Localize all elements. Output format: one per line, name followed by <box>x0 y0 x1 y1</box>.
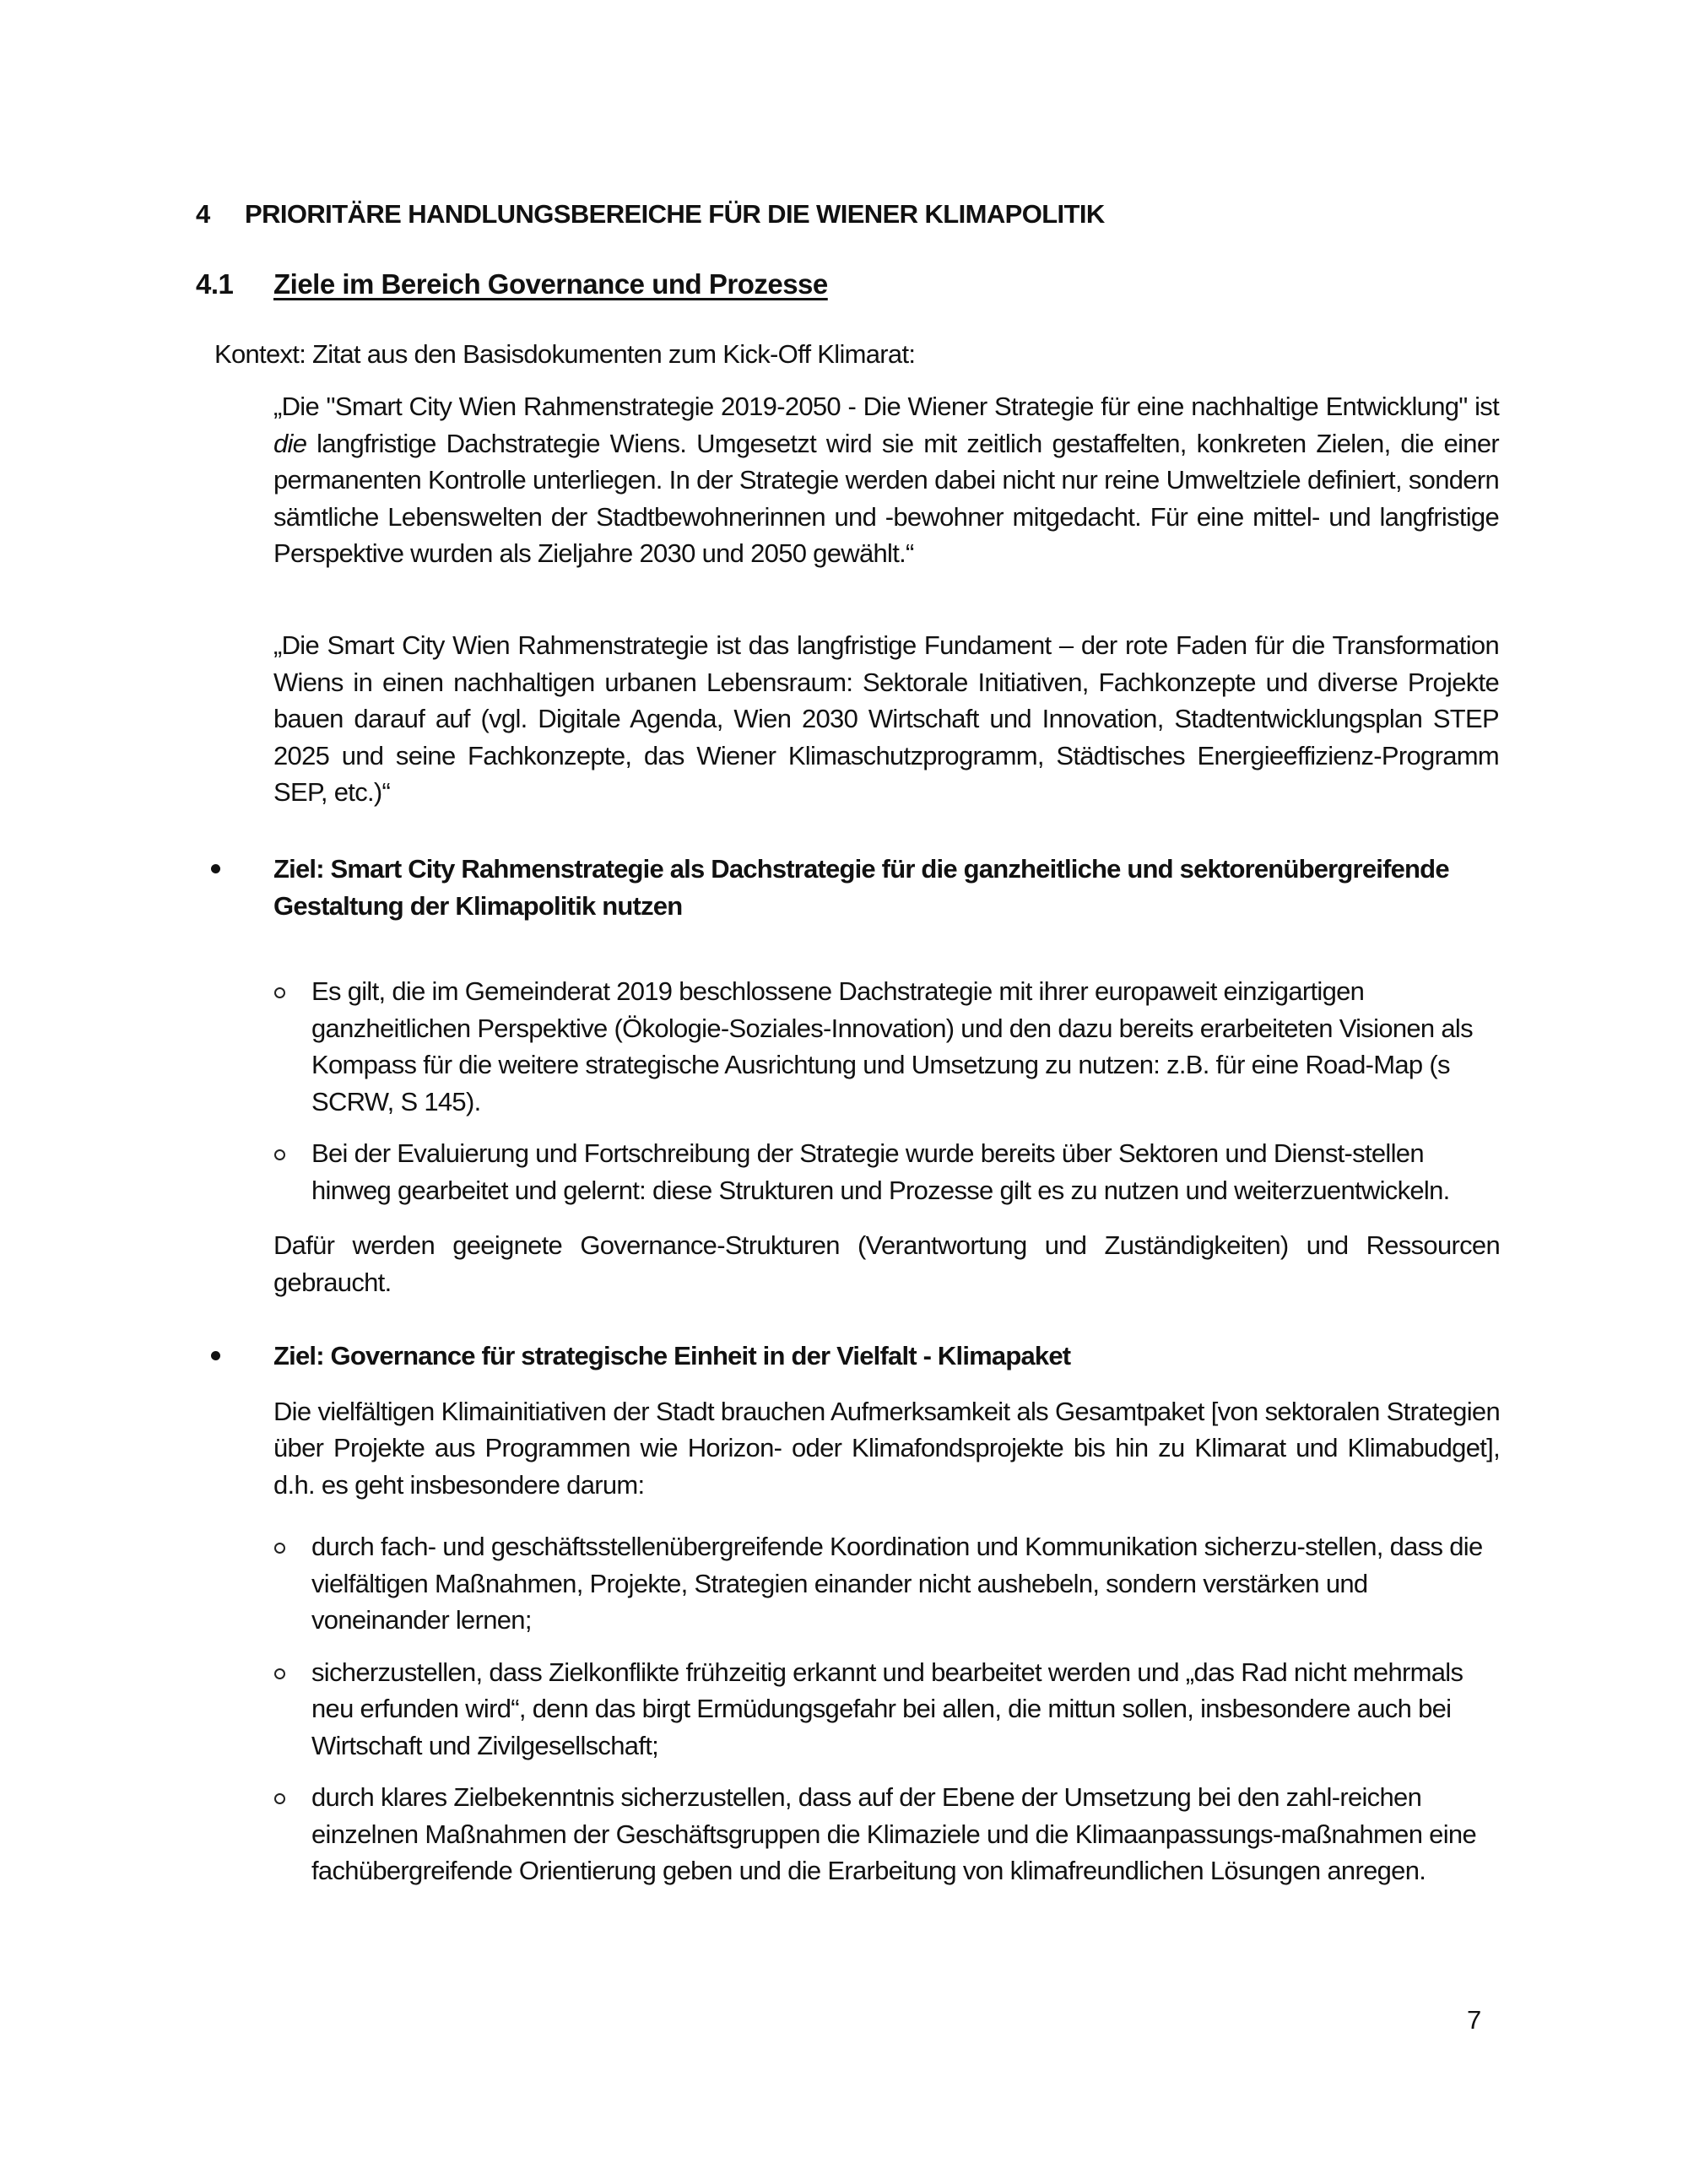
goal-closing-paragraph: Dafür werden geeignete Governance-Strukturen (Verantwortung und Zuständigkeiten) und Ressourcen gebraucht. <box>273 1230 1500 1297</box>
section-title: Ziele im Bereich Governance und Prozesse <box>273 268 828 300</box>
list-item <box>196 1654 1500 1765</box>
quote-text: langfristige Dachstrategie Wiens. Umgesetzt wird sie mit zeitlich gestaffelten, konkreten Zielen, die einer permanenten Kontrolle unterliegen. In der Strategie werden dabei nicht nur reine Umweltziele definiert, sondern sämtliche Lebenswelten der Stadtbewohnerinnen und -bewohner mitgedacht. Für eine mittel- und langfristige Perspektive wurden als Zieljahre 2030 und 2050 gewählt.“ <box>273 428 1499 568</box>
bullet-icon <box>211 1351 220 1360</box>
chapter-heading <box>196 199 1105 230</box>
goal-heading <box>196 851 1500 924</box>
quote-emphasis: die <box>273 428 307 458</box>
quote-text: „Die "Smart City Wien Rahmenstrategie 2019-2050 - Die Wiener Strategie für eine nachhaltige Entwicklung" ist <box>273 392 1499 421</box>
list-item-text: sicherzustellen, dass Zielkonflikte frühzeitig erkannt und bearbeitet werden und „das Rad nicht mehrmals neu erfunden wird“, denn das birgt Ermüdungsgefahr bei allen, die mittun sollen, insbesondere auch bei Wirtschaft und Zivilgesellschaft; <box>311 1657 1463 1760</box>
list-item <box>196 1135 1500 1208</box>
circle-bullet-icon <box>274 1543 285 1554</box>
circle-bullet-icon <box>274 1149 285 1160</box>
list-item <box>196 1528 1500 1639</box>
goal-heading-text: Ziel: Governance für strategische Einheit in der Vielfalt - Klimapaket <box>273 1341 1071 1370</box>
quote-paragraph-1 <box>273 388 1499 572</box>
chapter-number: 4 <box>196 199 210 229</box>
list-item <box>196 973 1500 1120</box>
list-item-text: durch klares Zielbekenntnis sicherzustellen, dass auf der Ebene der Umsetzung bei den zahl-reichen einzelnen Maßnahmen der Geschäftsgruppen die Klimaziele und die Klimaanpassungs-maßnahmen eine fachübergreifende Orientierung geben und die Erarbeitung von klimafreundlichen Lösungen anregen. <box>311 1782 1476 1885</box>
context-line: Kontext: Zitat aus den Basisdokumenten zum Kick-Off Klimarat: <box>214 339 916 369</box>
section-number: 4.1 <box>196 268 234 300</box>
circle-bullet-icon <box>274 1793 285 1804</box>
goal-intro-paragraph: Die vielfältigen Klimainitiativen der Stadt brauchen Aufmerksamkeit als Gesamtpaket [von sektoralen Strategien über Projekte aus Programmen wie Horizon- oder Klimafondsprojekte bis hin zu Klimarat und Klimabudget], d.h. es geht insbesondere darum: <box>273 1396 1500 1500</box>
list-item-text: durch fach- und geschäftsstellenübergreifende Koordination und Kommunikation sicherzu-stellen, dass die vielfältigen Maßnahmen, Projekte, Strategien einander nicht aushebeln, sondern verstärken und voneinander lernen; <box>311 1532 1483 1635</box>
bullet-icon <box>211 864 220 873</box>
goal-heading-text: Ziel: Smart City Rahmenstrategie als Dachstrategie für die ganzheitliche und sektorenübergreifende Gestaltung der Klimapolitik nutzen <box>273 854 1449 921</box>
list-item-text: Bei der Evaluierung und Fortschreibung der Strategie wurde bereits über Sektoren und Dienst-stellen hinweg gearbeitet und gelernt: diese Strukturen und Prozesse gilt es zu nutzen und weiterzuentwickeln. <box>311 1138 1450 1205</box>
quote-paragraph-2: „Die Smart City Wien Rahmenstrategie ist das langfristige Fundament – der rote Faden für die Transformation Wiens in einen nachhaltigen urbanen Lebensraum: Sektorale Initiativen, Fachkonzepte und diverse Projekte bauen darauf auf (vgl. Digitale Agenda, Wien 2030 Wirtschaft und Innovation, Stadtentwicklungsplan STEP 2025 und seine Fachkonzepte, das Wiener Klimaschutzprogramm, Städtisches Energieeffizienz-Programm SEP, etc.)“ <box>273 630 1499 807</box>
list-item <box>196 1779 1500 1889</box>
list-item-text: Es gilt, die im Gemeinderat 2019 beschlossene Dachstrategie mit ihrer europaweit einzigartigen ganzheitlichen Perspektive (Ökologie-Soziales-Innovation) und den dazu bereits erarbeiteten Visionen als Kompass für die weitere strategische Ausrichtung und Umsetzung zu nutzen: z.B. für eine Road-Map (s SCRW, S 145). <box>311 976 1473 1116</box>
circle-bullet-icon <box>274 1668 285 1679</box>
section-heading <box>196 268 828 300</box>
page-number: 7 <box>1467 2005 1482 2035</box>
goal-block-1 <box>196 851 1500 1300</box>
chapter-title: PRIORITÄRE HANDLUNGSBEREICHE FÜR DIE WIENER KLIMAPOLITIK <box>245 199 1105 229</box>
goal-block-2 <box>196 1338 1500 1889</box>
goal-heading <box>196 1338 1500 1375</box>
circle-bullet-icon <box>274 987 285 998</box>
